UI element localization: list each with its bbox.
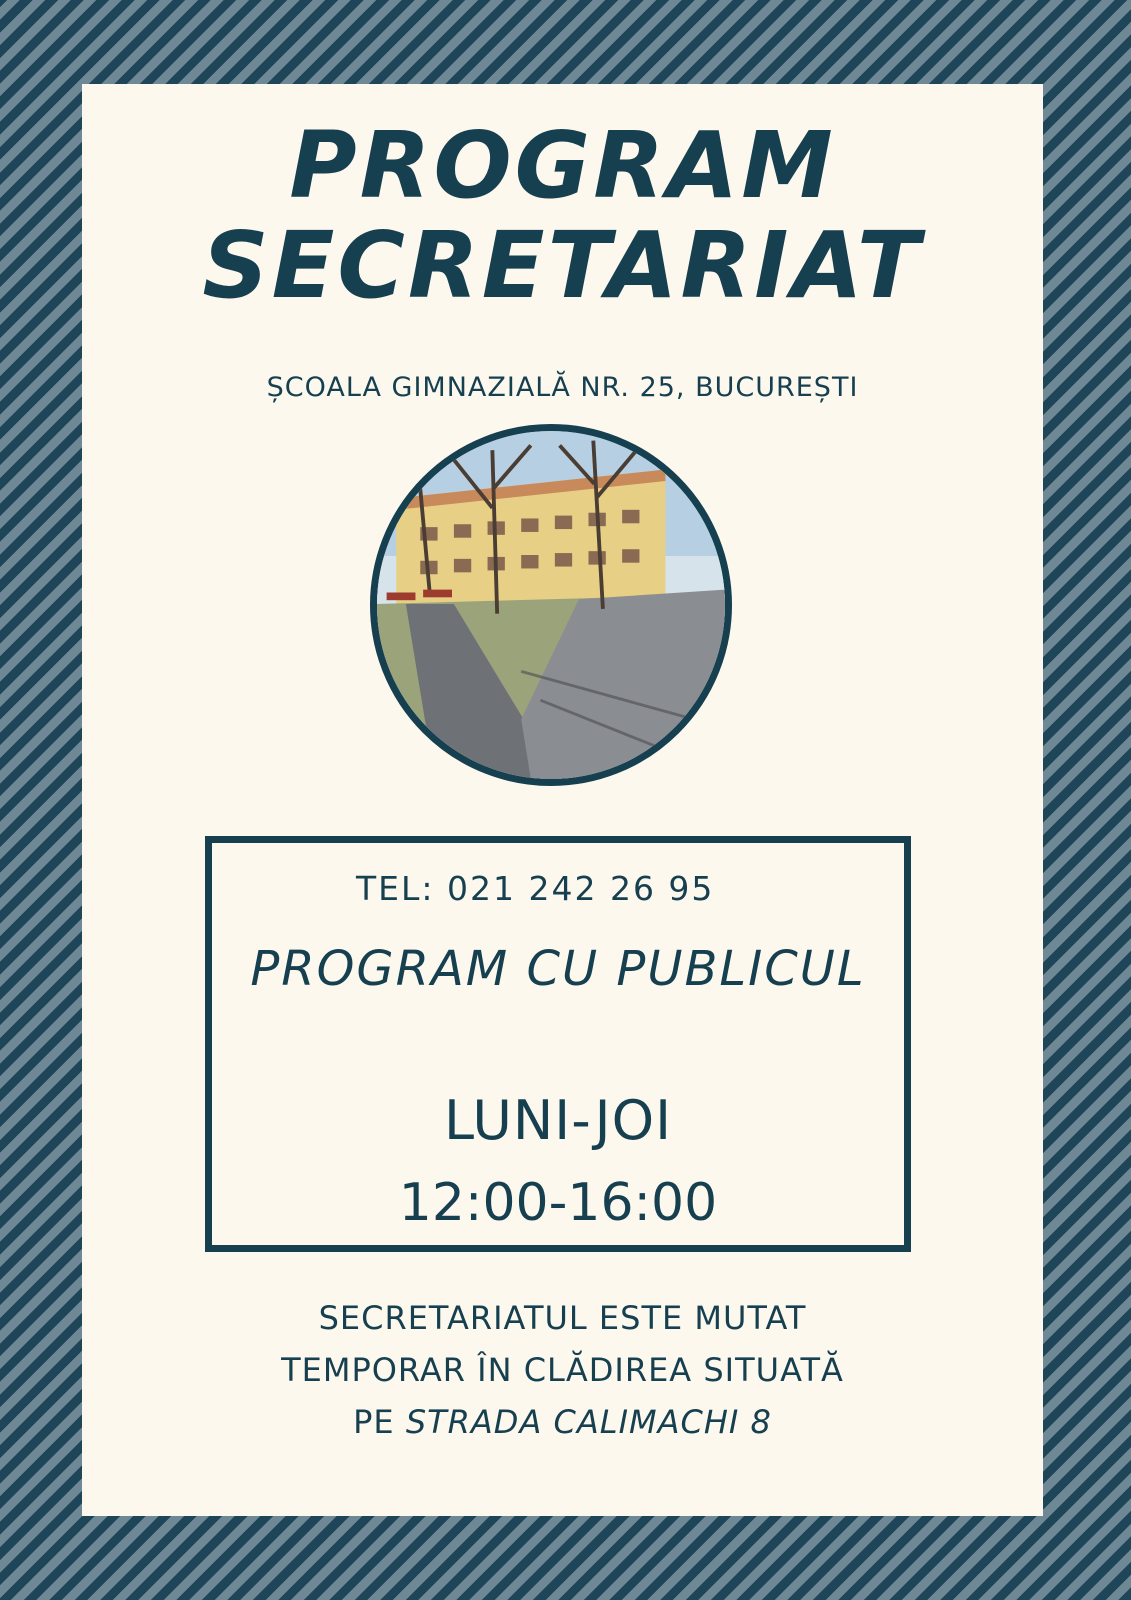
notice-street: STRADA CALIMACHI 8: [405, 1403, 772, 1441]
school-photo: [370, 424, 732, 786]
notice-line-3-prefix: PE: [353, 1403, 406, 1441]
school-building-illustration: [377, 431, 725, 779]
schedule-days: LUNI-JOI: [443, 1089, 673, 1152]
poster: [82, 84, 1043, 1516]
schedule-box: [205, 836, 911, 1252]
notice-line-1: SECRETARIATUL ESTE MUTAT: [318, 1299, 807, 1337]
relocation-notice: [82, 1292, 1043, 1448]
schedule-heading: PROGRAM CU PUBLICUL: [250, 941, 866, 997]
phone-number: TEL: 021 242 26 95: [356, 869, 715, 908]
school-name: ȘCOALA GIMNAZIALĂ NR. 25, BUCUREȘTI: [266, 372, 859, 403]
title-line-1: PROGRAM: [289, 112, 836, 219]
schedule-hours: 12:00-16:00: [398, 1173, 718, 1233]
notice-line-3: [82, 1396, 1043, 1448]
title-line-2: SECRETARIAT: [202, 212, 923, 319]
notice-line-2: TEMPORAR ÎN CLĂDIREA SITUATĂ: [281, 1351, 844, 1389]
